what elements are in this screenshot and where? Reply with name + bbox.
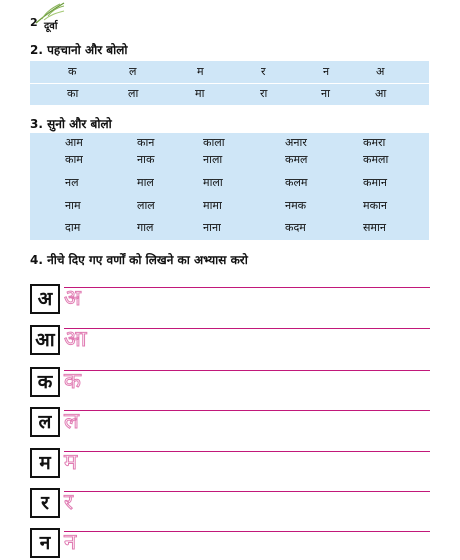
section4-title: 4. नीचे दिए गए वर्णों को लिखने का अभ्यास करो <box>30 253 248 267</box>
section3-row <box>30 174 429 192</box>
letter-cell: का <box>67 87 79 100</box>
word-cell: कलम <box>285 176 308 189</box>
letter-box: ल <box>30 407 60 437</box>
writing-line <box>64 328 430 329</box>
word-cell: काम <box>65 153 83 166</box>
section2-row <box>30 84 429 104</box>
letter-cell: क <box>68 65 77 78</box>
writing-line <box>64 410 430 411</box>
book-title: दूर्वा <box>44 21 58 32</box>
word-cell: कमल <box>285 153 308 166</box>
word-cell: नमक <box>285 199 307 212</box>
trace-letter: क <box>64 369 81 394</box>
writing-line <box>64 531 430 532</box>
trace-letter: म <box>64 450 78 475</box>
letter-cell: रा <box>260 87 268 100</box>
trace-letter: ल <box>64 409 79 434</box>
word-cell: नल <box>65 176 79 189</box>
writing-line <box>64 491 430 492</box>
word-cell: आम <box>65 136 83 149</box>
word-cell: नाला <box>203 153 223 166</box>
letter-box: म <box>30 448 60 478</box>
section3-title: 3. सुनो और बोलो <box>30 117 112 131</box>
trace-letter: अ <box>64 286 81 311</box>
writing-line <box>64 370 430 371</box>
trace-letter: र <box>64 490 73 515</box>
practice-row <box>30 407 430 437</box>
letter-box: र <box>30 488 60 518</box>
trace-letter: न <box>64 530 77 555</box>
practice-row <box>30 325 430 355</box>
letter-cell: अ <box>376 65 385 78</box>
practice-row <box>30 488 430 518</box>
letter-box: न <box>30 528 60 558</box>
word-cell: मकान <box>363 199 387 212</box>
letter-box: अ <box>30 284 60 314</box>
letter-box: क <box>30 367 60 397</box>
word-cell: माल <box>137 176 154 189</box>
letter-cell: ल <box>129 65 137 78</box>
word-cell: माला <box>203 176 223 189</box>
section2-row <box>30 62 429 82</box>
section2-title: 2. पहचानो और बोलो <box>30 43 128 57</box>
section3-row <box>30 197 429 215</box>
section3-row <box>30 151 429 169</box>
practice-row <box>30 448 430 478</box>
writing-line <box>64 287 430 288</box>
word-cell: कमरा <box>363 136 386 149</box>
word-cell: अनार <box>285 136 307 149</box>
section3-box <box>30 133 429 240</box>
page-number: 2 <box>30 16 38 29</box>
word-cell: नाम <box>65 199 81 212</box>
trace-letter: आ <box>64 327 87 352</box>
word-cell: मामा <box>203 199 222 212</box>
word-cell: कान <box>137 136 155 149</box>
letter-box: आ <box>30 325 60 355</box>
letter-cell: ना <box>321 87 330 100</box>
practice-row <box>30 367 430 397</box>
word-cell: नाक <box>137 153 155 166</box>
section3-row <box>30 219 429 237</box>
practice-row <box>30 528 430 558</box>
letter-cell: र <box>261 65 266 78</box>
letter-cell: न <box>323 65 330 78</box>
word-cell: नाना <box>203 221 221 234</box>
page-header <box>30 2 110 32</box>
letter-cell: आ <box>375 87 387 100</box>
writing-line <box>64 451 430 452</box>
word-cell: दाम <box>65 221 81 234</box>
word-cell: काला <box>203 136 225 149</box>
word-cell: लाल <box>137 199 155 212</box>
word-cell: कदम <box>285 221 306 234</box>
word-cell: गाल <box>137 221 154 234</box>
word-cell: कमान <box>363 176 387 189</box>
word-cell: कमला <box>363 153 389 166</box>
section3-row <box>30 134 429 152</box>
letter-cell: म <box>197 65 204 78</box>
letter-cell: मा <box>195 87 205 100</box>
practice-row <box>30 284 430 314</box>
section2-box <box>30 61 429 105</box>
letter-cell: ला <box>128 87 139 100</box>
word-cell: समान <box>363 221 386 234</box>
